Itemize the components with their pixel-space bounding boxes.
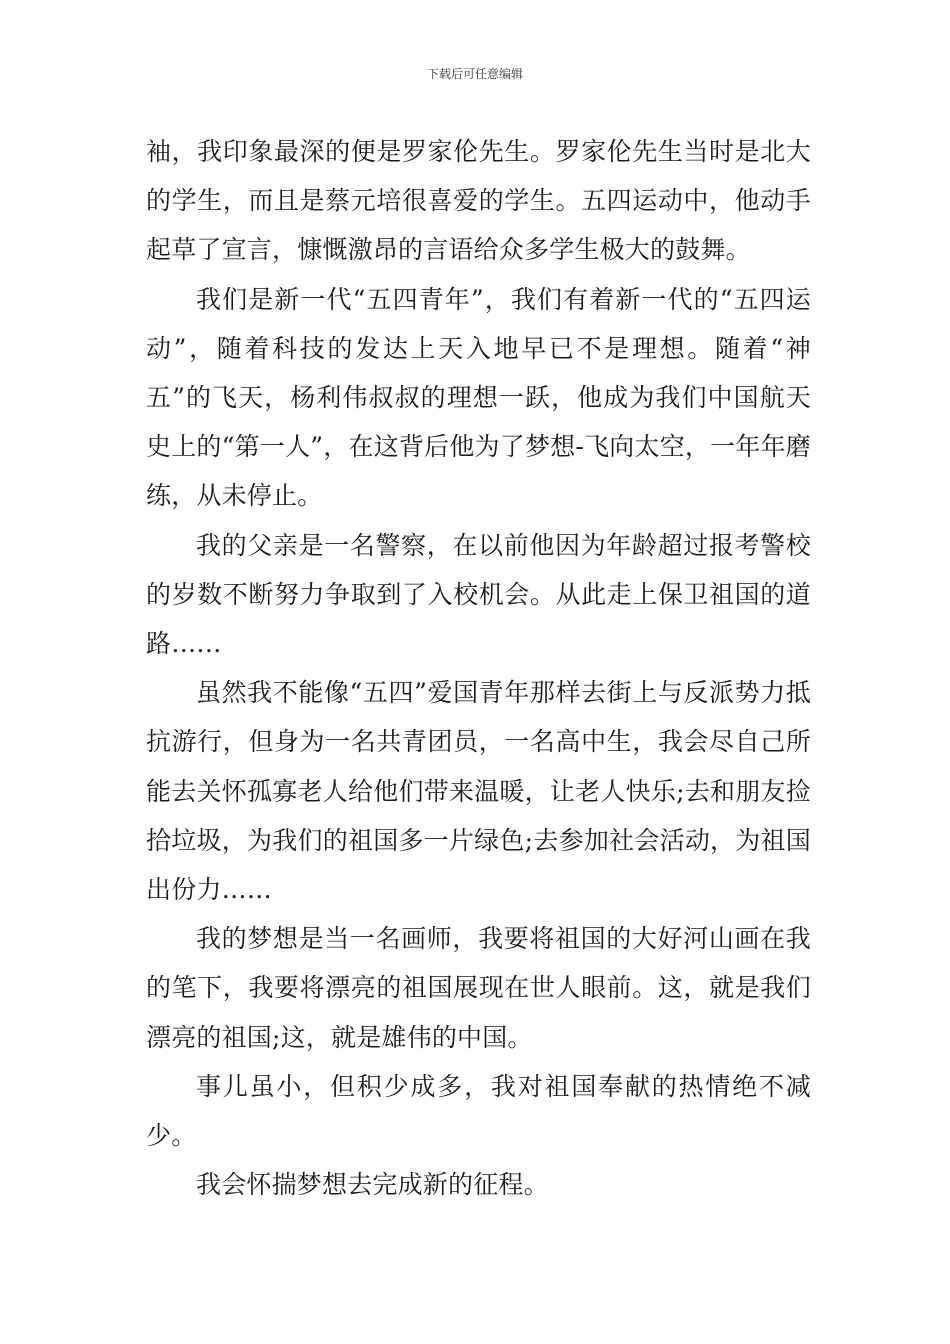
paragraph-3: 我的父亲是一名警察，在以前他因为年龄超过报考警校的岁数不断努力争取到了入校机会。从此走上保卫祖国的道路…… bbox=[146, 530, 811, 659]
paragraph-5: 我的梦想是当一名画师，我要将祖国的大好河山画在我的笔下，我要将漂亮的祖国展现在世人眼前。这，就是我们漂亮的祖国;这，就是雄伟的中国。 bbox=[146, 924, 811, 1052]
page-header-note: 下载后可任意编辑 bbox=[426, 67, 523, 81]
paragraph-2: 我们是新一代“五四青年”，我们有着新一代的“五四运动”，随着科技的发达上天入地早已不是理想。随着“神五”的飞天，杨利伟叔叔的理想一跃，他成为我们中国航天史上的“第一人”，在这背后他为了梦想-飞向太空，一年年磨练，从未停止。 bbox=[146, 284, 811, 511]
paragraph-7: 我会怀揣梦想去完成新的征程。 bbox=[196, 1170, 549, 1200]
document-body bbox=[146, 127, 811, 1209]
paragraph-6: 事儿虽小，但积少成多，我对祖国奉献的热情绝不减少。 bbox=[146, 1071, 811, 1151]
paragraph-1: 袖，我印象最深的便是罗家伦先生。罗家伦先生当时是北大的学生，而且是蔡元培很喜爱的学生。五四运动中，他动手起草了宣言，慷慨激昂的言语给众多学生极大的鼓舞。 bbox=[146, 137, 811, 265]
paragraph-4: 虽然我不能像“五四”爱国青年那样去街上与反派势力抵抗游行，但身为一名共青团员，一名高中生，我会尽自己所能去关怀孤寡老人给他们带来温暖，让老人快乐;去和朋友捡拾垃圾，为我们的祖国多一片绿色;去参加社会活动，为祖国出份力…… bbox=[146, 678, 811, 905]
